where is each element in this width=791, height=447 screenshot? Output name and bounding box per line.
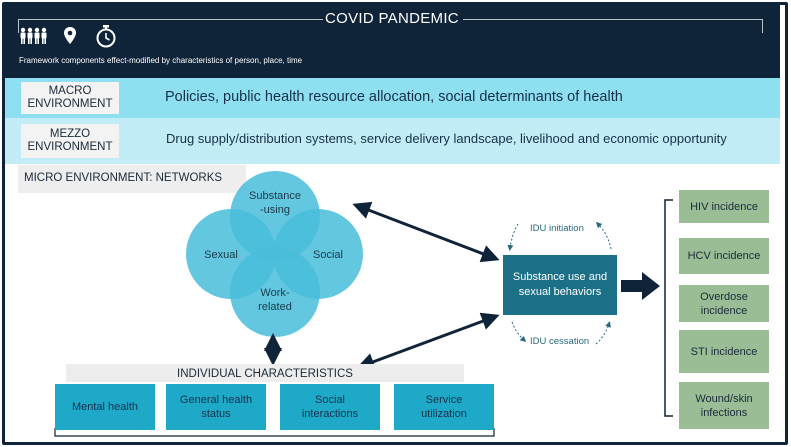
- networks-behaviors-arrow: [358, 206, 494, 258]
- individual-service-utilization: [394, 384, 494, 430]
- outcome-overdose-line2: incidence: [700, 304, 748, 317]
- substance-using-line1: Substance: [249, 190, 301, 202]
- general-health-line2: status: [201, 408, 231, 420]
- individual-behaviors-arrow: [362, 317, 494, 366]
- macro-label-line1: MACRO: [48, 85, 92, 97]
- outcome-wound-line1: Wound/skin: [695, 392, 753, 405]
- mezzo-environment-text: Drug supply/distribution systems, service delivery landscape, livelihood and economic opportunity: [166, 131, 727, 146]
- mezzo-label-line1: MEZZO: [49, 128, 91, 140]
- idu-cessation-label: IDU cessation: [530, 336, 590, 347]
- individual-characteristics-label: INDIVIDUAL CHARACTERISTICS: [177, 368, 353, 380]
- outcome-sti-line1: STI incidence: [690, 345, 758, 358]
- idu-initiation-arrow-right: [598, 224, 611, 249]
- outcome-hcv-line1: HCV incidence: [687, 250, 761, 262]
- outcome-overdose-line1: Overdose: [700, 290, 748, 303]
- work-related-line2: related: [258, 301, 292, 313]
- outcome-sti-incidence: [679, 330, 769, 373]
- behaviors-outcomes-arrow: [621, 272, 660, 300]
- idu-initiation-label: IDU initiation: [530, 223, 584, 234]
- behaviors-line2: sexual behaviors: [518, 286, 602, 298]
- individual-social-interactions: [280, 384, 380, 430]
- work-related-line1: Work-: [260, 287, 290, 299]
- header-subtitle: Framework components effect-modified by characteristics of person, place, time: [19, 56, 303, 65]
- mezzo-label-line2: ENVIRONMENT: [27, 141, 113, 153]
- outcome-hcv-incidence: [679, 238, 769, 274]
- social-label: Social: [313, 249, 343, 261]
- behaviors-line1: Substance use and: [512, 271, 608, 283]
- outcome-hiv-line1: HIV incidence: [690, 200, 758, 213]
- outcome-overdose-incidence: [679, 285, 769, 322]
- sexual-label: Sexual: [204, 249, 238, 261]
- header-title: COVID PANDEMIC: [325, 10, 459, 27]
- outcome-hiv-incidence: [679, 190, 769, 223]
- service-utilization-line2: utilization: [421, 408, 467, 420]
- idu-cessation-arrow-right: [596, 324, 609, 344]
- micro-environment-label: MICRO ENVIRONMENT: NETWORKS: [18, 165, 246, 193]
- outcomes-bracket: [665, 200, 673, 416]
- substance-use-sexual-behaviors-box: [503, 255, 617, 315]
- social-interactions-line2: interactions: [301, 408, 359, 420]
- macro-label-line2: ENVIRONMENT: [27, 98, 113, 110]
- general-health-line1: General health: [179, 394, 253, 406]
- substance-using-line2: -using: [260, 204, 290, 216]
- social-interactions-line1: Social: [315, 394, 345, 406]
- idu-cessation-arrow-left: [512, 322, 524, 340]
- individual-mental-health: [55, 384, 155, 430]
- mental-health-line1: Mental health: [71, 401, 139, 413]
- outcome-wound-skin-infections: [679, 382, 769, 429]
- service-utilization-line1: Service: [425, 394, 463, 406]
- macro-environment-text: Policies, public health resource allocation, social determinants of health: [165, 89, 623, 105]
- idu-initiation-arrow-left: [510, 224, 518, 248]
- individual-general-health-status: [166, 384, 266, 430]
- outcome-wound-line2: infections: [700, 406, 748, 419]
